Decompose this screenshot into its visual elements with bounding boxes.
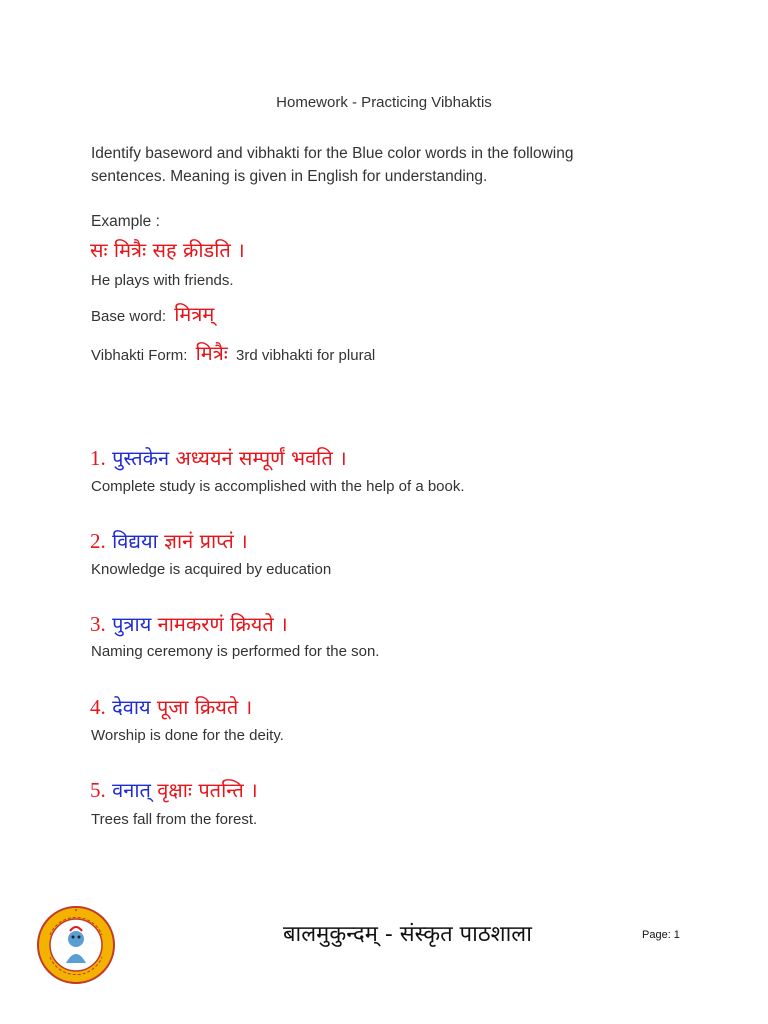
question-meaning: Naming ceremony is performed for the son. [91,643,380,660]
red-text: अध्ययनं सम्पूर्णं भवति । [175,446,347,470]
blue-word: पुत्राय [112,612,152,636]
blue-word: विद्यया [112,529,158,553]
base-word-value: मित्रम् [174,302,215,326]
instructions: Identify baseword and vibhakti for the Blue color words in the following sentences. Meaning is given in English for understanding. [91,145,574,185]
blue-word: वनात् [112,778,151,802]
page-number: Page: 1 [642,929,680,941]
red-text: ज्ञानं प्राप्तं । [164,529,248,553]
blue-word: पुस्तकेन [112,446,170,470]
question-meaning: Complete study is accomplished with the help of a book. [91,478,465,495]
example-meaning: He plays with friends. [91,272,234,289]
vibhakti-desc: 3rd vibhakti for plural [236,347,376,364]
school-name: बालमुकुन्दम् - संस्कृत पाठशाला [283,922,532,947]
question-number: 3. [90,612,106,636]
question-number: 5. [90,778,106,802]
page-title: Homework - Practicing Vibhaktis [276,94,492,111]
vibhakti-word: मित्रैः [195,341,228,365]
school-logo [36,905,116,985]
red-text: वृक्षाः पतन्ति । [157,778,258,802]
blue-word: देवाय [112,695,151,719]
vibhakti-label: Vibhakti Form: [91,347,188,364]
question-sentence [90,610,288,637]
base-word-label: Base word: [91,308,167,325]
example-label: Example : [91,213,160,230]
example-base-word [91,300,218,327]
example-vibhakti [91,339,375,366]
question-number: 1. [90,446,106,470]
question-number: 2. [90,529,106,553]
question-meaning: Worship is done for the deity. [91,727,284,744]
example-sentence: सः मित्रैः सह क्रीडति । [90,238,245,262]
question-meaning: Knowledge is acquired by education [91,561,332,578]
question-number: 4. [90,695,106,719]
question-sentence [90,527,248,554]
red-text: पूजा क्रियते । [157,695,253,719]
question-sentence [90,776,258,803]
question-meaning: Trees fall from the forest. [91,811,258,828]
question-sentence [90,693,252,720]
question-sentence [90,444,347,471]
red-text: नामकरणं क्रियते । [157,612,288,636]
